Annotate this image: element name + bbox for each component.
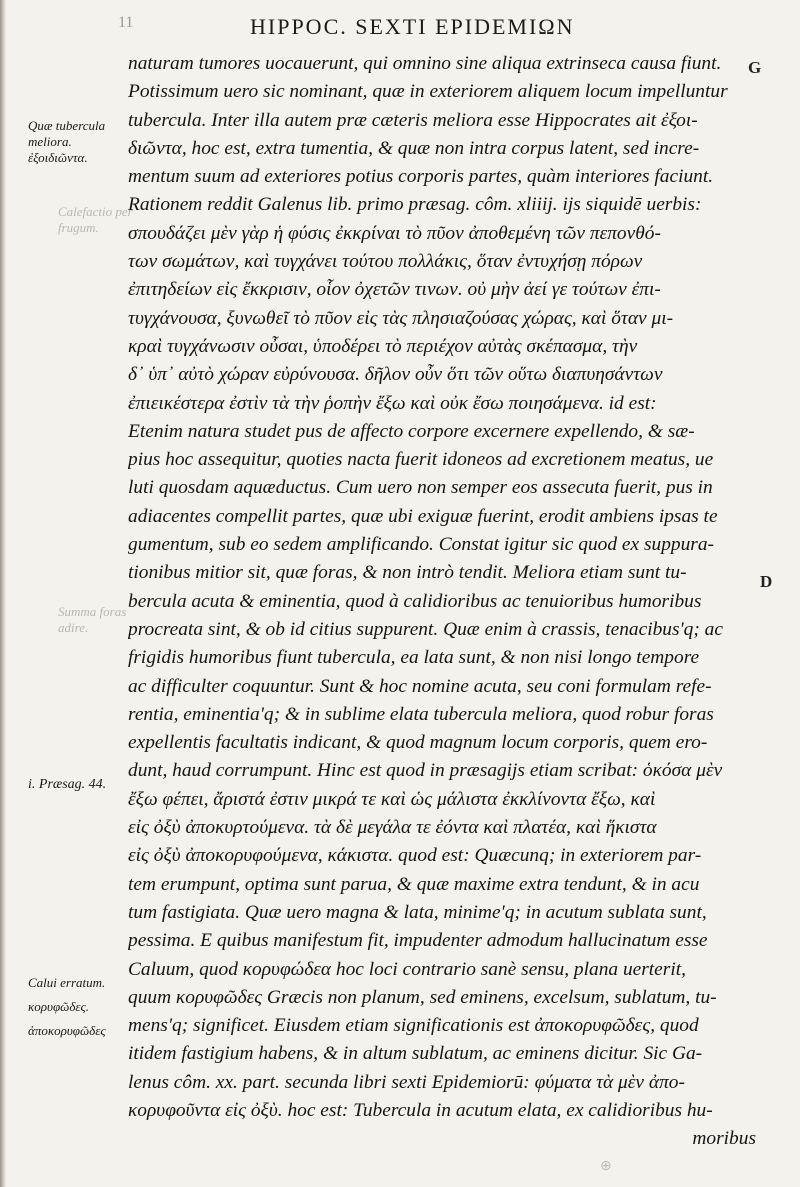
text-line: rentia, eminentia'q; & in sublime elata tubercula meliora, quod robur foras — [128, 703, 714, 725]
text-line: frigidis humoribus fiunt tubercula, ea lata sunt, & non nisi longo tempore — [128, 647, 700, 669]
margin-letter-d: D — [760, 572, 773, 591]
text-line: itidem fastigium habens, & in altum sublatum, ac eminens dicitur. Sic Ga- — [128, 1043, 703, 1065]
text-line: pius hoc assequitur, quoties nacta fuerit idoneos ad excretionem meatus, ue — [128, 449, 714, 471]
margin-note-line: Summa foras — [58, 604, 127, 619]
text-line: ἐπιτηδείων εἰς ἔκκρισιν, οἷον ὀχετῶν τινων. οὐ μὴν ἀεί γε τούτων ἐπι- — [128, 279, 661, 301]
text-line: ac difficulter coquuntur. Sunt & hoc nomine acuta, seu coni formulam refe- — [128, 675, 712, 697]
text-line: tum fastigiata. Quæ uero magna & lata, minime'q; in acutum sublata sunt, — [128, 901, 707, 923]
margin-note-line: ἐξοιδιῶντα. — [28, 150, 88, 165]
margin-note-bleedthrough — [58, 204, 133, 236]
margin-note-line: Calui erratum. — [28, 975, 106, 990]
text-line: tubercula. Inter illa autem præ cæteris meliora esse Hippocrates ait ἐξοι- — [128, 109, 698, 131]
margin-note-tubercula — [28, 118, 105, 166]
text-line: tionibus mitior sit, quæ foras, & non intrò tendit. Meliora etiam sunt tu- — [128, 562, 687, 584]
text-line: mens'q; significet. Eiusdem etiam significationis est ἀποκορυφῶδες, quod — [128, 1015, 699, 1037]
text-line: gumentum, sub eo sedem amplificando. Constat igitur sic quod ex suppura- — [128, 534, 714, 556]
binding-shadow — [0, 0, 6, 1187]
text-line: κορυφοῦντα εἰς ὀξὺ. hoc est: Tubercula in acutum elata, ex calidioribus hu- — [128, 1099, 713, 1121]
margin-note-line: ἀποκορυφῶδες — [28, 1023, 106, 1038]
margin-note-line: κορυφῶδες. — [28, 999, 90, 1014]
margin-note-line: Quæ tubercula — [28, 118, 106, 133]
text-line: adiacentes compellit partes, quæ ubi exiguæ fuerint, erodit ambiens ipsas te — [128, 505, 718, 527]
main-text-block — [128, 50, 768, 1154]
text-line: ἔξω φέπει, ἄριστά ἐστιν μικρά τε καὶ ὡς μάλιστα ἐκκλίνοντα ἔξω, καὶ — [128, 788, 656, 810]
margin-note-line: adire. — [58, 620, 89, 635]
text-line: procreata sint, & ob id citius suppurent. Quæ enim à crassis, tenacibus'q; ac — [128, 618, 723, 640]
bleedthrough-mark: ⊕ — [600, 1159, 612, 1174]
margin-note-line: meliora. — [28, 134, 72, 149]
text-line: bercula acuta & eminentia, quod à calidioribus ac tenuioribus humoribus — [128, 590, 702, 612]
text-line: διῶντα, hoc est, extra tumentia, & quæ non intra corpus latent, sed incre- — [128, 137, 700, 159]
text-line: luti quosdam aquæductus. Cum uero non semper eos assecuta fuerit, pus in — [128, 477, 713, 499]
text-line: Rationem reddit Galenus lib. primo præsag. côm. xliiij. ijs siquidē uerbis: — [128, 194, 702, 216]
margin-note-line: Calefactio per — [58, 204, 133, 219]
text-line: mentum suum ad exteriores potius corporis partes, quàm interiores faciunt. — [128, 166, 714, 188]
margin-note-calui — [28, 975, 106, 1039]
text-line: κραὶ τυγχάνωσιν οὖσαι, ὑποδέρει τὸ περιέχον αὐτὰς σκέπασμα, τὴν — [128, 335, 638, 357]
text-line: σπουδάζει μὲν γὰρ ἡ φύσις ἐκκρίναι τὸ πῦον ἀποθεμένη τῶν πεπονθό- — [128, 222, 661, 244]
text-line: pessima. E quibus manifestum fit, impudenter admodum hallucinatum esse — [128, 930, 708, 952]
margin-letter-g: G — [748, 58, 762, 77]
text-line: tem erumpunt, optima sunt parua, & quæ maxime extra tendunt, & in acu — [128, 873, 700, 895]
text-line: ἐπιεικέστερα ἐστὶν τὰ τὴν ῥοπὴν ἔξω καὶ οὐκ ἔσω ποιησάμενα. id est: — [128, 392, 657, 414]
text-line: moribus — [692, 1128, 756, 1150]
text-line: εἰς ὀξὺ ἀποκορυφούμενα, κάκιστα. quod est: Quæcunq; in exteriorem par- — [128, 845, 702, 867]
text-line: δ᾽ ὑπ᾽ αὐτὸ χώραν εὐρύνουσα. δῆλον οὖν ὅτι τῶν οὕτω διαπυησάντων — [128, 364, 663, 386]
text-line: εἰς ὀξὺ ἀποκυρτούμενα. τὰ δὲ μεγάλα τε ἐόντα καὶ πλατέα, καὶ ἥκιστα — [128, 817, 657, 839]
text-line: τυγχάνουσα, ξυνωθεῖ τὸ πῦον εἰς τὰς πλησιαζούσας χώρας, καὶ ὅταν μι- — [128, 307, 674, 329]
text-line: lenus côm. xx. part. secunda libri sexti Epidemiorū: φύματα τὰ μὲν ἀπο- — [128, 1071, 685, 1093]
text-line: των σωμάτων, καὶ τυγχάνει τούτου πολλάκις, ὅταν ἐντυχήσῃ πόρων — [128, 251, 643, 273]
text-line: Etenim natura studet pus de affecto corpore excernere expellendo, & sæ- — [128, 420, 695, 442]
text-line: naturam tumores uocauerunt, qui omnino sine aliqua extrinseca causa fiunt. — [128, 53, 722, 74]
margin-note-line: frugum. — [58, 220, 99, 235]
text-line: dunt, haud corrumpunt. Hinc est quod in præsagijs etiam scribat: ὁκόσα μὲν — [128, 760, 723, 782]
running-head: HIPPOC. SEXTI EPIDEMIΩN — [250, 14, 575, 39]
text-line: Caluum, quod κορυφώδεα hoc loci contrario sanè sensu, plana uerterit, — [128, 958, 686, 980]
folio-number: 11 — [118, 14, 134, 31]
margin-note-bleedthrough — [58, 604, 126, 636]
text-line: Potissimum uero sic nominant, quæ in exteriorem aliquem locum impelluntur — [128, 81, 728, 103]
text-line: quum κορυφῶδες Græcis non planum, sed eminens, excelsum, sublatum, tu- — [128, 986, 717, 1008]
text-line: expellentis facultatis indicant, & quod magnum locum corporis, quem ero- — [128, 732, 708, 754]
margin-note-praesag: i. Præsag. 44. — [28, 777, 107, 792]
